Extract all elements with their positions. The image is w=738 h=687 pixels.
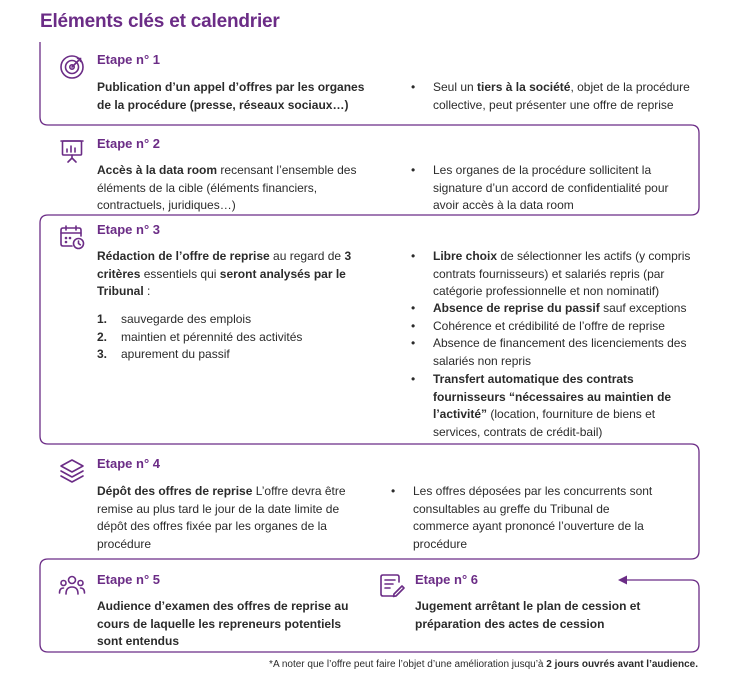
bullet-dot: • [411, 372, 416, 386]
bullet-dot: • [411, 249, 416, 263]
step-3-bullet-3 [411, 318, 703, 336]
bullet-text: Absence de financement des licenciements des salariés non repris [433, 336, 687, 368]
step-3-bullet-1 [411, 248, 703, 301]
bullet-text: Cohérence et crédibilité de l’offre de reprise [433, 319, 665, 333]
step-3-description [97, 248, 359, 301]
list-number: 2. [97, 329, 108, 344]
step-6-description [415, 598, 645, 633]
step-3-bold: seront analysés par le Tribunal [97, 266, 346, 298]
step-4-description-bold: Dépôt des offres de reprise [97, 484, 253, 498]
list-number: 3. [97, 347, 108, 361]
list-item [97, 329, 302, 347]
bullet-text: sauf exceptions [599, 301, 687, 315]
list-item [97, 311, 302, 329]
page-title: Eléments clés et calendrier [40, 11, 280, 32]
bullet-dot: • [411, 163, 416, 177]
step-4-description [97, 483, 359, 553]
criteria-list [97, 311, 302, 364]
step-3-label: Etape n° 3 [97, 222, 160, 237]
bullet-text: de sélectionner les actifs (y compris contrats fournisseurs) et salariés repris (par catégorie professionnelle et non nominatif) [433, 249, 691, 298]
step-3-text: au regard de [269, 249, 345, 263]
list-text: apurement du passif [121, 347, 230, 361]
bullet-text: , objet de la procédure collective, peut présenter une offre de reprise [433, 80, 690, 112]
target-icon [58, 53, 86, 81]
step-5-description-text: Audience d’examen des offres de reprise au cours de laquelle les repreneurs potentiels sont entendus [97, 599, 349, 648]
bullet-dot: • [411, 80, 416, 94]
list-item [97, 346, 302, 364]
step-6-description-text: Jugement arrêtant le plan de cession et préparation des actes de cession [415, 599, 641, 631]
step-3-bold: Rédaction de l’offre de reprise [97, 249, 270, 263]
step-2-bullet [411, 162, 693, 215]
bullet-text-bold: Transfert automatique des contrats fournisseurs “nécessaires au maintien de l’activité” [433, 372, 672, 421]
calendar-clock-icon [58, 223, 86, 251]
step-4-bullet [391, 483, 663, 553]
step-5-description [97, 598, 367, 651]
step-3-bullet-5 [411, 371, 673, 441]
document-edit-icon [378, 572, 406, 600]
step-1-bullet [411, 79, 703, 114]
layers-icon [58, 457, 86, 485]
step-4-label: Etape n° 4 [97, 456, 160, 471]
bullet-dot: • [411, 301, 416, 315]
footnote [269, 659, 698, 670]
bullet-text: Les organes de la procédure sollicitent la signature d’un accord de confidentialité pour avoir accès à la data room [433, 163, 669, 212]
step-3-bullet-4 [411, 335, 693, 370]
step-6-label: Etape n° 6 [415, 572, 478, 587]
bullet-text: Seul un [433, 80, 478, 94]
bullet-dot: • [411, 319, 416, 333]
list-text: sauvegarde des emplois [121, 312, 252, 326]
people-icon [58, 572, 86, 600]
step-3-bold: 3 critères [97, 249, 352, 281]
step-5-label: Etape n° 5 [97, 572, 160, 587]
bullet-dot: • [411, 336, 416, 350]
step-3-text: : [143, 284, 151, 298]
footnote-text: *A noter que l’offre peut faire l’objet d’une amélioration jusqu’à [269, 659, 547, 670]
list-text: maintien et pérennité des activités [121, 329, 303, 344]
bullet-text-bold: Absence de reprise du passif [433, 301, 600, 315]
presentation-board-icon [58, 137, 86, 165]
bullet-text: Les offres déposées par les concurrents sont consultables au greffe du Tribunal de commerce ayant prononcé l’ouverture de la procédure [413, 484, 653, 551]
bullet-text-bold: tiers à la société [477, 80, 571, 94]
list-number: 1. [97, 312, 108, 326]
bullet-text: (location, fourniture de biens et services, contrats de crédit-bail) [433, 407, 656, 439]
step-4-description-text: L’offre devra être remise au plus tard le jour de la date limite de dépôt des offres fixée par les organes de la procédure [97, 484, 346, 551]
step-1-label: Etape n° 1 [97, 52, 160, 67]
step-2-description-bold: Accès à la data room [97, 163, 218, 177]
step-2-description-text: recensant l’ensemble des éléments de la cible (éléments financiers, contractuels, juridiques…) [97, 163, 357, 212]
step-1-description-text: Publication d’un appel d’offres par les organes de la procédure (presse, réseaux sociaux…) [97, 80, 365, 112]
bullet-text-bold: Libre choix [433, 249, 498, 263]
step-3-bullet-2 [411, 300, 703, 318]
footnote-bold: 2 jours ouvrés avant l’audience. [546, 659, 698, 670]
step-3-text: essentiels qui [140, 266, 220, 281]
step-2-label: Etape n° 2 [97, 136, 160, 151]
timeline-arrowhead [618, 576, 627, 585]
step-1-description [97, 79, 377, 114]
step-2-description [97, 162, 359, 215]
bullet-dot: • [391, 484, 396, 498]
